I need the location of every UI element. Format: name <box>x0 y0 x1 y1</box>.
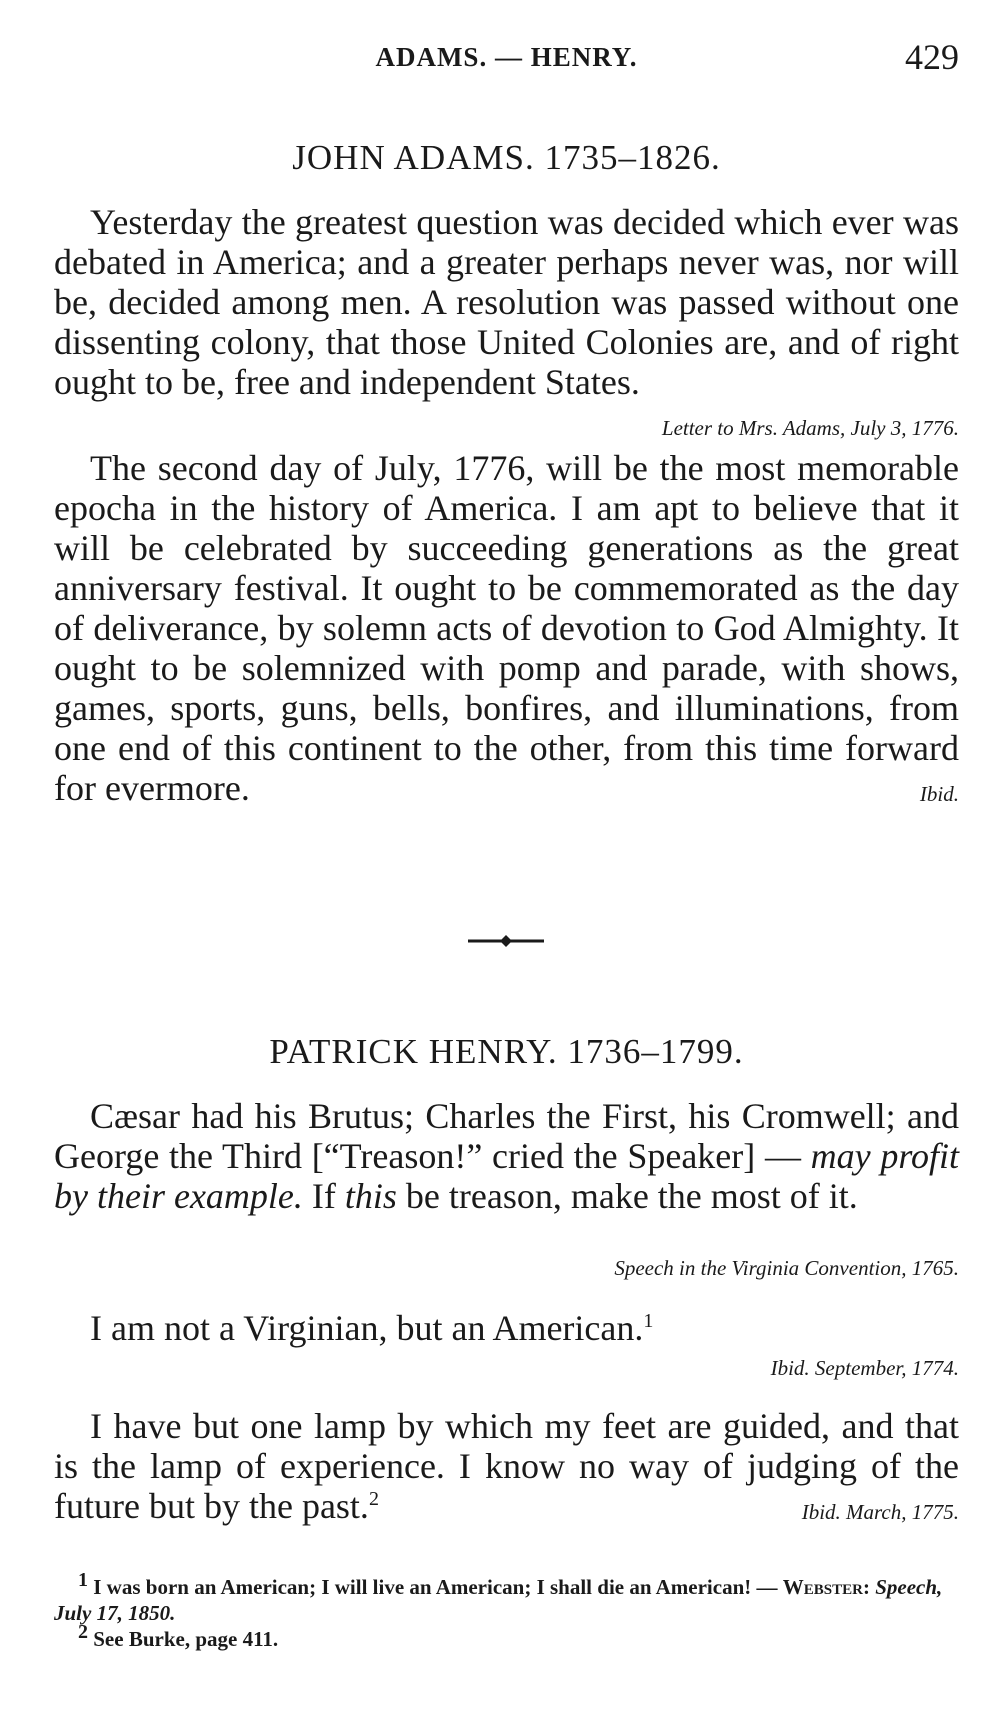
adams-quote-2 <box>54 448 959 814</box>
henry-quote-1-citation: Speech in the Virginia Convention, 1765. <box>614 1256 959 1280</box>
henry-quote-1-text-d: this <box>344 1176 397 1216</box>
footnote-1-text: I was born an American; I will live an American; I shall die an American! — <box>88 1575 783 1599</box>
henry-quote-2-citation: Ibid. September, 1774. <box>770 1356 959 1380</box>
adams-quote-1-text: Yesterday the greatest question was decided which ever was debated in America; and a greater perhaps never was, nor will be, decided among men. A resolution was passed without one dissenting colony, that those United Colonies are, and of right ought to be, free and independent States. <box>54 202 959 402</box>
henry-quote-3-citation: Ibid. March, 1775. <box>801 1500 959 1524</box>
footnote-2-text: See Burke, page 411. <box>88 1627 279 1651</box>
footnote-1-mark: 1 <box>78 1569 88 1591</box>
footnote-2 <box>54 1621 959 1652</box>
adams-quote-1-citation: Letter to Mrs. Adams, July 3, 1776. <box>661 416 959 440</box>
running-head <box>54 36 959 76</box>
adams-quote-2-text: The second day of July, 1776, will be the most memorable epocha in the history of America. I am apt to believe that it will be celebrated by succeeding generations as the great anniversary festival. It ought to be commemorated as the day of deliverance, by solemn acts of devotion to God Almighty. It ought to be solemnized with pomp and parade, with shows, games, sports, guns, bells, bonfires, and illuminations, from one end of this continent to the other, from this time forward for evermore. <box>54 448 959 808</box>
footnote-2-mark: 2 <box>78 1621 88 1643</box>
henry-quote-1 <box>54 1096 959 1216</box>
footnotes <box>54 1569 959 1652</box>
page-number: 429 <box>905 37 959 77</box>
footnote-1-author: Webster <box>782 1575 863 1599</box>
henry-quote-1-text-b: may profit by their example. <box>54 1136 960 1216</box>
henry-quote-2 <box>54 1308 959 1348</box>
footnote-ref-2: 2 <box>368 1488 379 1510</box>
footnote-1-separator: : <box>862 1575 876 1599</box>
henry-quote-1-text-a: Cæsar had his Brutus; Charles the First, his Cromwell; and George the Third [“Treason!” cried the Speaker] — <box>54 1096 959 1176</box>
adams-quote-1 <box>54 202 959 448</box>
section-heading-henry: PATRICK HENRY. 1736–1799. <box>269 1032 744 1071</box>
henry-quote-2-text: I am not a Virginian, but an American. <box>90 1308 644 1348</box>
section-divider-ornament <box>468 934 544 948</box>
footnote-1-source: Speech, July 17, 1850. <box>54 1575 943 1625</box>
henry-quote-3-text: I have but one lamp by which my feet are guided, and that is the lamp of experience. I know no way of judging of the future but by the past. <box>54 1406 959 1526</box>
henry-quote-1-text-c: If <box>302 1176 345 1216</box>
running-title: ADAMS. — HENRY. <box>375 42 638 72</box>
footnote-ref-1: 1 <box>643 1310 654 1332</box>
footnote-1 <box>54 1569 959 1626</box>
henry-quote-3 <box>54 1406 959 1532</box>
section-heading-adams: JOHN ADAMS. 1735–1826. <box>292 138 721 177</box>
henry-quote-1-text-e: be treason, make the most of it. <box>396 1176 858 1216</box>
adams-quote-2-citation: Ibid. <box>919 782 959 806</box>
